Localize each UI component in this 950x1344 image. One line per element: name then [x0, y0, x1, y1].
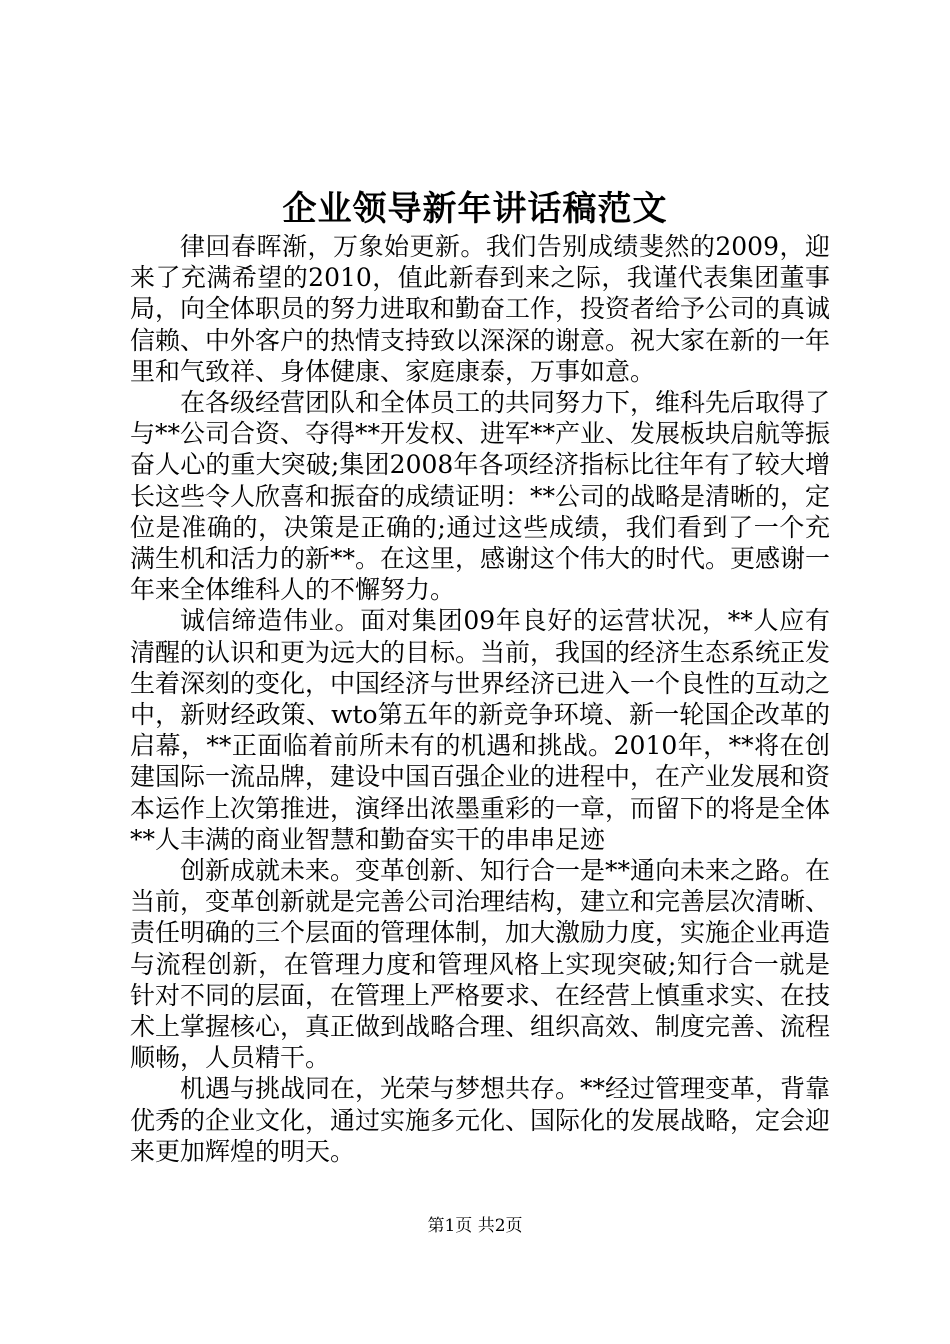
paragraph-2: 在各级经营团队和全体员工的共同努力下，维科先后取得了与**公司合资、夺得**开发权、进军**产业、发展板块启航等振奋人心的重大突破;集团2008年各项经济指标比往年有了较大增长这些令人欣喜和振奋的成绩证明：**公司的战略是清晰的，定位是准确的，决策是正确的;通过这些成绩，我们看到了一个充满生机和活力的新**。在这里，感谢这个伟大的时代。更感谢一年来全体维科人的不懈努力。 [130, 388, 831, 605]
paragraph-4: 创新成就未来。变革创新、知行合一是**通向未来之路。在当前，变革创新就是完善公司治理结构，建立和完善层次清晰、责任明确的三个层面的管理体制，加大激励力度，实施企业再造与流程创新，在管理力度和管理风格上实现突破;知行合一就是针对不同的层面，在管理上严格要求、在经营上慎重求实、在技术上掌握核心，真正做到战略合理、组织高效、制度完善、流程顺畅，人员精干。 [130, 856, 831, 1073]
paragraph-5: 机遇与挑战同在，光荣与梦想共存。**经过管理变革，背靠优秀的企业文化，通过实施多元化、国际化的发展战略，定会迎来更加辉煌的明天。 [130, 1074, 831, 1166]
paragraph-1: 律回春晖渐，万象始更新。我们告别成绩斐然的2009，迎来了充满希望的2010，值此新春到来之际，我谨代表集团董事局，向全体职员的努力进取和勤奋工作，投资者给予公司的真诚信赖、中外客户的热情支持致以深深的谢意。祝大家在新的一年里和气致祥、身体健康、家庭康泰，万事如意。 [130, 232, 831, 386]
document-body [130, 231, 830, 1167]
page-number-footer: 第1页 共2页 [427, 1216, 523, 1236]
paragraph-3: 诚信缔造伟业。面对集团09年良好的运营状况，**人应有清醒的认识和更为远大的目标。当前，我国的经济生态系统正发生着深刻的变化，中国经济与世界经济已进入一个良性的互动之中，新财经政策、wto第五年的新竞争环境、新一轮国企改革的启幕，**正面临着前所未有的机遇和挑战。2010年，**将在创建国际一流品牌，建设中国百强企业的进程中，在产业发展和资本运作上次第推进，演绎出浓墨重彩的一章，而留下的将是全体**人丰满的商业智慧和勤奋实干的串串足迹 [130, 606, 831, 854]
document-title: 企业领导新年讲话稿范文 [282, 189, 668, 229]
